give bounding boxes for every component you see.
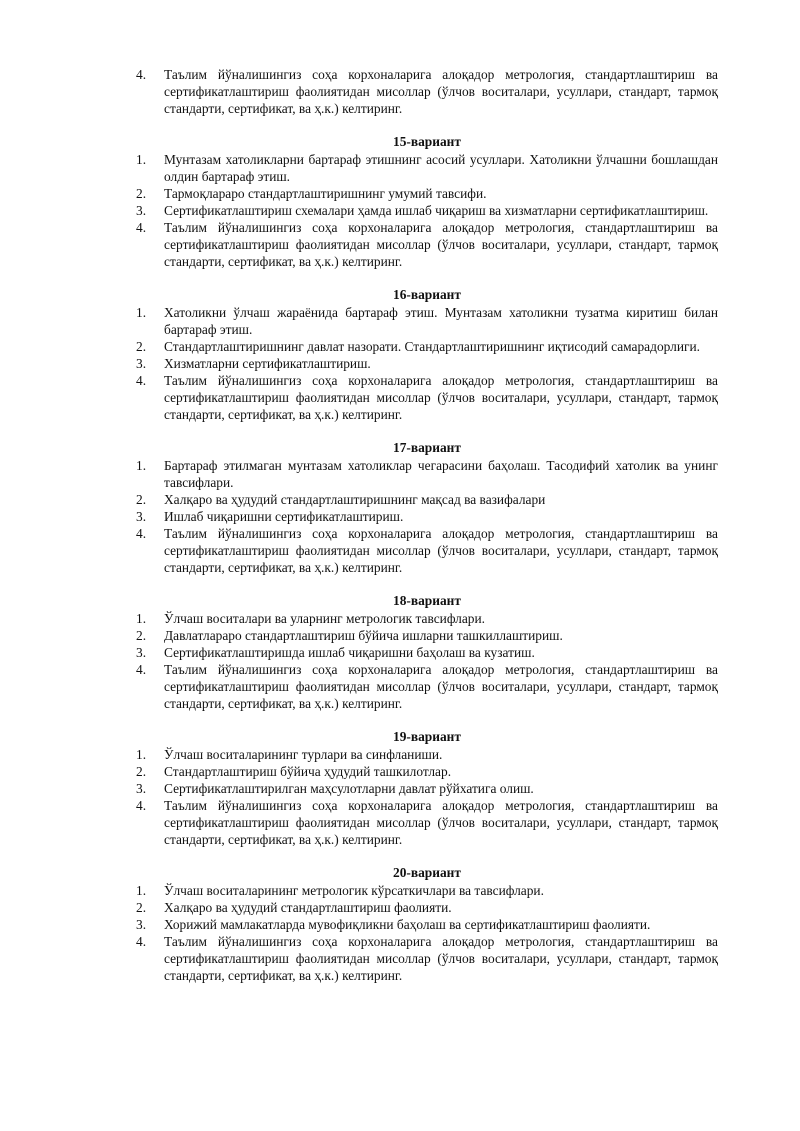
variant-section	[136, 286, 718, 423]
item-number: 4.	[136, 373, 147, 388]
item-text: Ўлчаш воситаларининг метрологик кўрсаткичлари ва тавсифлари.	[164, 883, 544, 898]
item-number: 4.	[136, 934, 147, 949]
variant-title: 19-вариант	[393, 729, 461, 744]
variant-list	[136, 457, 718, 576]
list-item	[136, 746, 718, 763]
variant-title: 20-вариант	[393, 865, 461, 880]
list-item	[136, 610, 718, 627]
list-item	[136, 457, 718, 491]
item-text: Таълим йўналишингиз соҳа корхоналарига алоқадор метрология, стандартлаштириш ва сертификатлаштириш фаолиятидан мисоллар (ўлчов воситалари, усуллари, стандарт, тармоқ стандарти, сертификат, ва ҳ.к.) келтиринг.	[164, 220, 718, 269]
intro-list	[136, 66, 718, 117]
item-number: 3.	[136, 509, 147, 524]
list-item	[136, 882, 718, 899]
item-text: Таълим йўналишингиз соҳа корхоналарига алоқадор метрология, стандартлаштириш ва сертификатлаштириш фаолиятидан мисоллар (ўлчов воситалари, усуллари, стандарт, тармоқ стандарти, сертификат, ва ҳ.к.) келтиринг.	[164, 67, 718, 116]
item-text: Халқаро ва ҳудудий стандартлаштириш фаолияти.	[164, 900, 452, 915]
variant-section	[136, 133, 718, 270]
item-number: 3.	[136, 203, 147, 218]
item-text: Таълим йўналишингиз соҳа корхоналарига алоқадор метрология, стандартлаштириш ва сертификатлаштириш фаолиятидан мисоллар (ўлчов воситалари, усуллари, стандарт, тармоқ стандарти, сертификат, ва ҳ.к.) келтиринг.	[164, 934, 718, 983]
variant-list	[136, 882, 718, 984]
variant-list	[136, 151, 718, 270]
item-text: Таълим йўналишингиз соҳа корхоналарига алоқадор метрология, стандартлаштириш ва сертификатлаштириш фаолиятидан мисоллар (ўлчов воситалари, усуллари, стандарт, тармоқ стандарти, сертификат, ва ҳ.к.) келтиринг.	[164, 798, 718, 847]
item-number: 4.	[136, 220, 147, 235]
variant-title: 16-вариант	[393, 287, 461, 302]
item-number: 4.	[136, 67, 147, 82]
item-number: 3.	[136, 356, 147, 371]
variant-section	[136, 864, 718, 984]
item-text: Таълим йўналишингиз соҳа корхоналарига алоқадор метрология, стандартлаштириш ва сертификатлаштириш фаолиятидан мисоллар (ўлчов воситалари, усуллари, стандарт, тармоқ стандарти, сертификат, ва ҳ.к.) келтиринг.	[164, 373, 718, 422]
list-item	[136, 491, 718, 508]
item-number: 4.	[136, 798, 147, 813]
item-text: Бартараф этилмаган мунтазам хатоликлар чегарасини баҳолаш. Тасодифий хатолик ва унинг тавсифлари.	[164, 458, 718, 490]
variant-section	[136, 439, 718, 576]
item-text: Стандартлаштиришнинг давлат назорати. Стандартлаштиришнинг иқтисодий самарадорлиги.	[164, 339, 701, 354]
list-item	[136, 304, 718, 338]
list-item	[136, 797, 718, 848]
item-number: 4.	[136, 662, 147, 677]
list-item	[136, 151, 718, 185]
item-number: 4.	[136, 526, 147, 541]
list-item	[136, 202, 718, 219]
list-item	[136, 763, 718, 780]
item-text: Стандартлаштириш бўйича ҳудудий ташкилотлар.	[164, 764, 452, 779]
list-item	[136, 185, 718, 202]
list-item	[136, 933, 718, 984]
item-number: 1.	[136, 458, 147, 473]
item-number: 2.	[136, 186, 147, 201]
list-item	[136, 525, 718, 576]
variant-title: 17-вариант	[393, 440, 461, 455]
item-number: 2.	[136, 764, 147, 779]
item-number: 1.	[136, 747, 147, 762]
item-text: Тармоқлараро стандартлаштиришнинг умумий тавсифи.	[164, 186, 487, 201]
list-item	[136, 899, 718, 916]
item-text: Сертификатлаштиришда ишлаб чиқаришни баҳолаш ва кузатиш.	[164, 645, 535, 660]
item-text: Халқаро ва ҳудудий стандартлаштиришнинг мақсад ва вазифалари	[164, 492, 546, 507]
item-number: 3.	[136, 917, 147, 932]
item-text: Таълим йўналишингиз соҳа корхоналарига алоқадор метрология, стандартлаштириш ва сертификатлаштириш фаолиятидан мисоллар (ўлчов воситалари, усуллари, стандарт, тармоқ стандарти, сертификат, ва ҳ.к.) келтиринг.	[164, 662, 718, 711]
document-content	[136, 66, 718, 984]
item-text: Ўлчаш воситалари ва уларнинг метрологик тавсифлари.	[164, 611, 486, 626]
item-number: 3.	[136, 645, 147, 660]
list-item	[136, 508, 718, 525]
variant-title: 15-вариант	[393, 134, 461, 149]
item-number: 2.	[136, 339, 147, 354]
list-item	[136, 355, 718, 372]
item-text: Сертификатлаштирилган маҳсулотларни давлат рўйхатига олиш.	[164, 781, 534, 796]
list-item	[136, 372, 718, 423]
list-item	[136, 916, 718, 933]
item-number: 1.	[136, 611, 147, 626]
item-text: Ишлаб чиқаришни сертификатлаштириш.	[164, 509, 404, 524]
item-text: Хорижий мамлакатларда мувофиқликни баҳолаш ва сертификатлаштириш фаолияти.	[164, 917, 651, 932]
item-text: Ўлчаш воситаларининг турлари ва синфланиши.	[164, 747, 443, 762]
item-number: 2.	[136, 628, 147, 643]
item-number: 1.	[136, 305, 147, 320]
variant-title: 18-вариант	[393, 593, 461, 608]
list-item	[136, 780, 718, 797]
variant-section	[136, 592, 718, 712]
variant-list	[136, 304, 718, 423]
item-number: 1.	[136, 152, 147, 167]
item-number: 1.	[136, 883, 147, 898]
item-text: Хатоликни ўлчаш жараёнида бартараф этиш. Мунтазам хатоликни тузатма киритиш билан бартараф этиш.	[164, 305, 718, 337]
item-text: Хизматларни сертификатлаштириш.	[164, 356, 371, 371]
list-item	[136, 644, 718, 661]
list-item	[136, 338, 718, 355]
list-item	[136, 627, 718, 644]
item-text: Таълим йўналишингиз соҳа корхоналарига алоқадор метрология, стандартлаштириш ва сертификатлаштириш фаолиятидан мисоллар (ўлчов воситалари, усуллари, стандарт, тармоқ стандарти, сертификат, ва ҳ.к.) келтиринг.	[164, 526, 718, 575]
list-item	[136, 661, 718, 712]
item-number: 2.	[136, 492, 147, 507]
variant-section	[136, 728, 718, 848]
list-item	[136, 219, 718, 270]
variant-list	[136, 610, 718, 712]
list-item	[136, 66, 718, 117]
item-text: Мунтазам хатоликларни бартараф этишнинг асосий усуллари. Хатоликни ўлчашни бошлашдан олдин бартараф этиш.	[164, 152, 718, 184]
variant-list	[136, 746, 718, 848]
item-number: 2.	[136, 900, 147, 915]
item-text: Сертификатлаштириш схемалари ҳамда ишлаб чиқариш ва хизматларни сертификатлаштириш.	[164, 203, 709, 218]
item-text: Давлатлараро стандартлаштириш бўйича ишларни ташкиллаштириш.	[164, 628, 563, 643]
item-number: 3.	[136, 781, 147, 796]
